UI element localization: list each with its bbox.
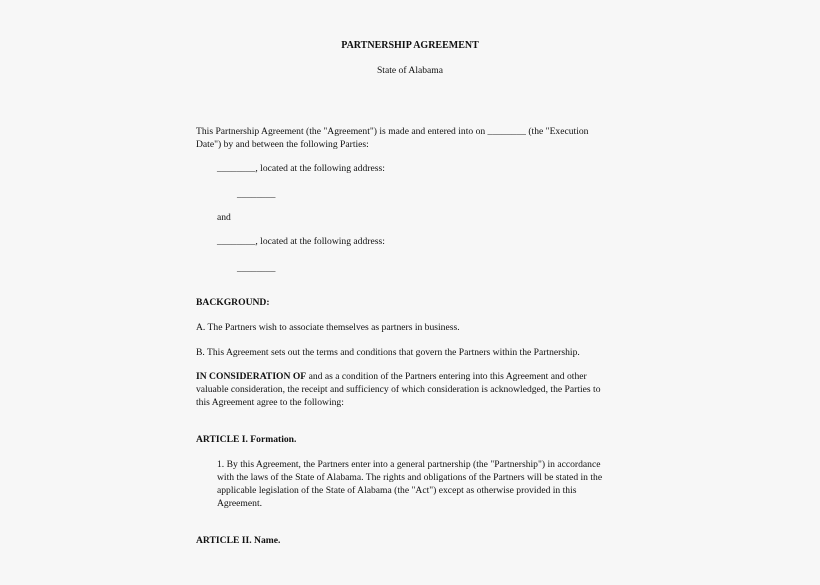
article-1-line-2: with the laws of the State of Alabama. The rights and obligations of the Partners will be stated in the: [217, 472, 603, 483]
consideration-line-1-rest: and as a condition of the Partners entering into this Agreement and other: [306, 371, 587, 382]
party-2-address: ________: [237, 263, 276, 274]
article-1-line-1: 1. By this Agreement, the Partners enter into a general partnership (the "Partnership") in accordance: [217, 459, 601, 470]
document-subtitle: State of Alabama: [376, 65, 444, 76]
background-item-a: A. The Partners wish to associate themselves as partners in business.: [196, 322, 460, 333]
background-heading: BACKGROUND:: [196, 297, 270, 308]
intro-line-2: Date") by and between the following Parties:: [196, 139, 369, 150]
party-1-line: ________, located at the following address:: [217, 163, 385, 174]
consideration-line-2: valuable consideration, the receipt and sufficiency of which consideration is acknowledged, the Parties to: [196, 384, 601, 395]
consideration-line-1: [196, 370, 587, 383]
article-1-heading: ARTICLE I. Formation.: [196, 434, 297, 445]
intro-line-1: This Partnership Agreement (the "Agreement") is made and entered into on ________ (the "Execution: [196, 126, 589, 137]
article-1-line-3: applicable legislation of the State of Alabama (the "Act") except as otherwise provided in this: [217, 485, 577, 496]
document-title: PARTNERSHIP AGREEMENT: [341, 40, 479, 51]
background-item-b: B. This Agreement sets out the terms and conditions that govern the Partners within the Partnership.: [196, 347, 580, 358]
consideration-lead: IN CONSIDERATION OF: [196, 371, 307, 382]
party-2-line: ________, located at the following address:: [217, 236, 385, 247]
and-connector: and: [217, 212, 231, 223]
article-1-line-4: Agreement.: [217, 498, 263, 509]
consideration-line-3: this Agreement agree to the following:: [196, 397, 344, 408]
article-2-heading: ARTICLE II. Name.: [196, 535, 281, 546]
party-1-address: ________: [237, 189, 276, 200]
